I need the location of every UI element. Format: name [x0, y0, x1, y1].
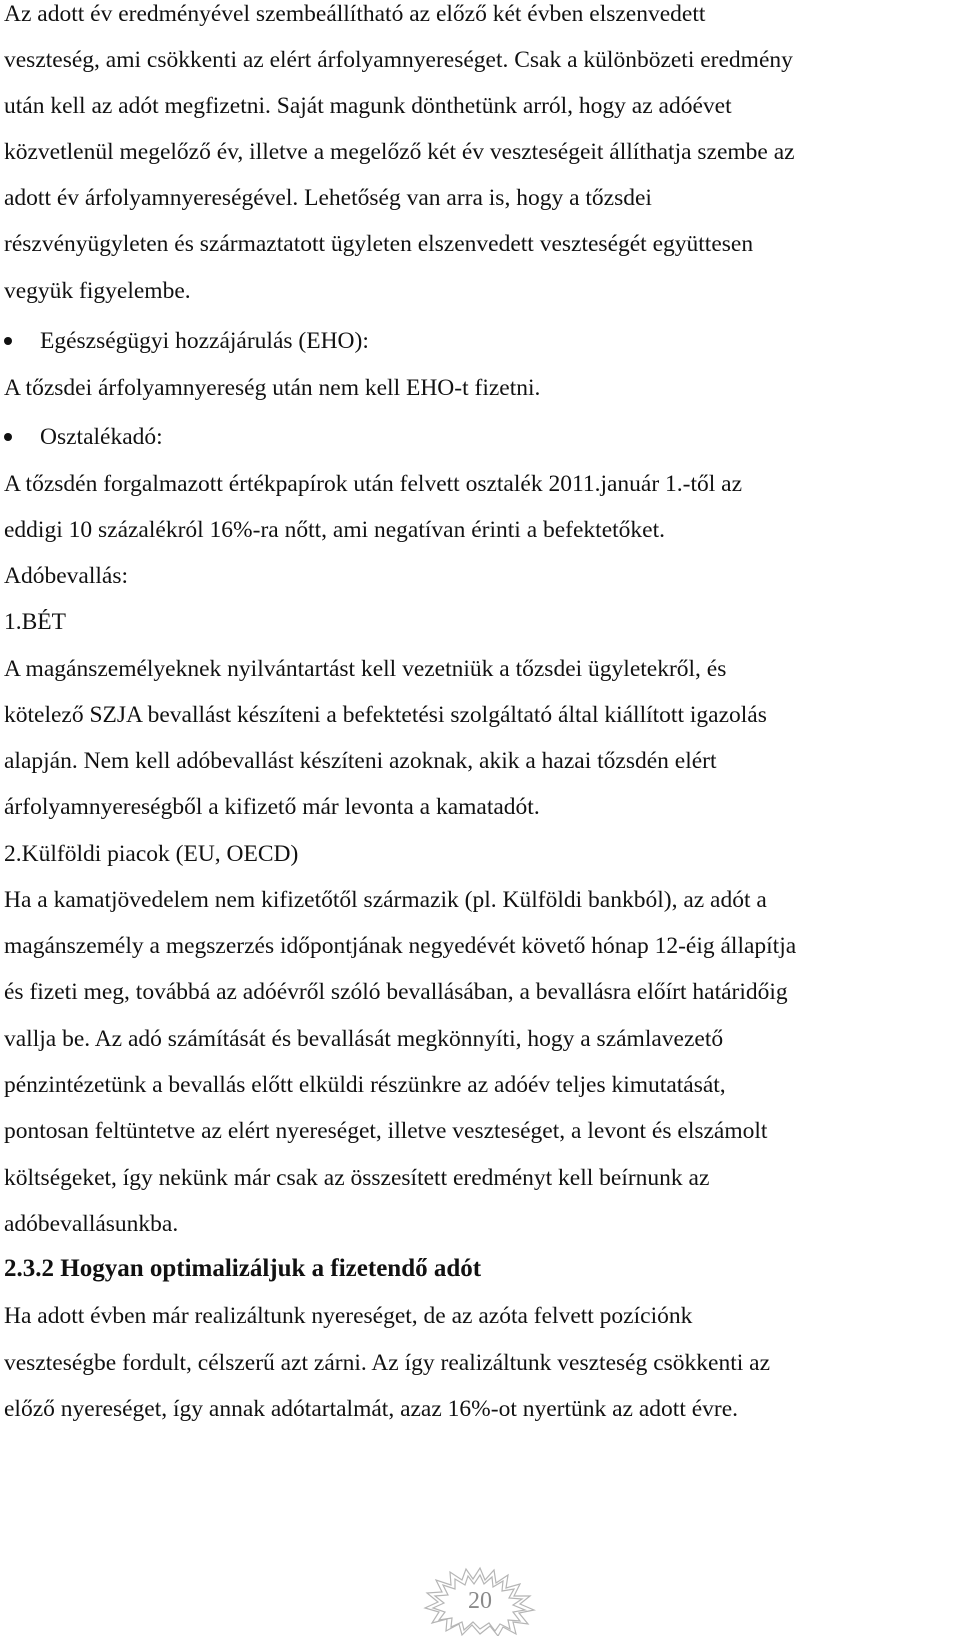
paragraph-line: alapján. Nem kell adóbevallást készíteni azoknak, akik a hazai tőzsdén elért [4, 748, 717, 774]
paragraph-line: Ha adott évben már realizáltunk nyereséget, de az azóta felvett pozíciónk [4, 1303, 693, 1329]
subsection-title: 2.Külföldi piacok (EU, OECD) [4, 841, 299, 867]
page-number-badge [422, 1566, 538, 1636]
paragraph-line: pénzintézetünk a bevallás előtt elküldi részünkre az adóév teljes kimutatását, [4, 1072, 726, 1098]
bullet-label: Osztalékadó: [40, 424, 163, 450]
paragraph-line: költségeket, így nekünk már csak az összesített eredményt kell beírnunk az [4, 1165, 710, 1191]
paragraph-line: Ha a kamatjövedelem nem kifizetőtől származik (pl. Külföldi bankból), az adót a [4, 887, 767, 913]
bullet-body-line: eddigi 10 százalékról 16%-ra nőtt, ami negatívan érinti a befektetőket. [4, 517, 666, 543]
bullet-icon [4, 433, 12, 441]
paragraph-line: után kell az adót megfizetni. Saját magunk dönthetünk arról, hogy az adóévet [4, 93, 732, 119]
paragraph-line: Az adott év eredményével szembeállítható az előző két évben elszenvedett [4, 1, 706, 27]
paragraph-line: A magánszemélyeknek nyilvántartást kell vezetniük a tőzsdei ügyletekről, és [4, 656, 727, 682]
paragraph-line: részvényügyleten és származtatott ügyleten elszenvedett veszteségét együttesen [4, 231, 754, 257]
bullet-body-line: A tőzsdén forgalmazott értékpapírok után felvett osztalék 2011.január 1.-től az [4, 471, 743, 497]
paragraph-line: árfolyamnyereségből a kifizető már levonta a kamatadót. [4, 794, 540, 820]
paragraph-line: előző nyereséget, így annak adótartalmát, azaz 16%-ot nyertünk az adott évre. [4, 1396, 739, 1422]
paragraph-line: magánszemély a megszerzés időpontjának negyedévét követő hónap 12-éig állapítja [4, 933, 797, 959]
paragraph-line: közvetlenül megelőző év, illetve a megelőző két év veszteségeit állíthatja szembe az [4, 139, 795, 165]
bullet-body-line: A tőzsdei árfolyamnyereség után nem kell EHO-t fizetni. [4, 375, 541, 401]
subsection-title: 1.BÉT [4, 609, 67, 635]
bullet-icon [4, 337, 12, 345]
paragraph-line: pontosan feltüntetve az elért nyereséget, illetve veszteséget, a levont és elszámolt [4, 1118, 768, 1144]
paragraph-line: veszteségbe fordult, célszerű azt zárni. Az így realizáltunk veszteség csökkenti az [4, 1350, 771, 1376]
paragraph-line: vegyük figyelembe. [4, 278, 191, 304]
section-heading: 2.3.2 Hogyan optimalizáljuk a fizetendő adót [4, 1255, 482, 1282]
bullet-label: Egészségügyi hozzájárulás (EHO): [40, 328, 369, 354]
section-title: Adóbevallás: [4, 563, 128, 589]
paragraph-line: veszteség, ami csökkenti az elért árfolyamnyereséget. Csak a különbözeti eredmény [4, 47, 793, 73]
paragraph-line: adott év árfolyamnyereségével. Lehetőség van arra is, hogy a tőzsdei [4, 185, 652, 211]
paragraph-line: és fizeti meg, továbbá az adóévről szóló bevallásában, a bevallásra előírt határidőig [4, 979, 788, 1005]
page-number: 20 [468, 1588, 492, 1614]
paragraph-line: vallja be. Az adó számítását és bevallását megkönnyíti, hogy a számlavezető [4, 1026, 724, 1052]
paragraph-line: adóbevallásunkba. [4, 1211, 179, 1237]
paragraph-line: kötelező SZJA bevallást készíteni a befektetési szolgáltató által kiállított igazolás [4, 702, 767, 728]
